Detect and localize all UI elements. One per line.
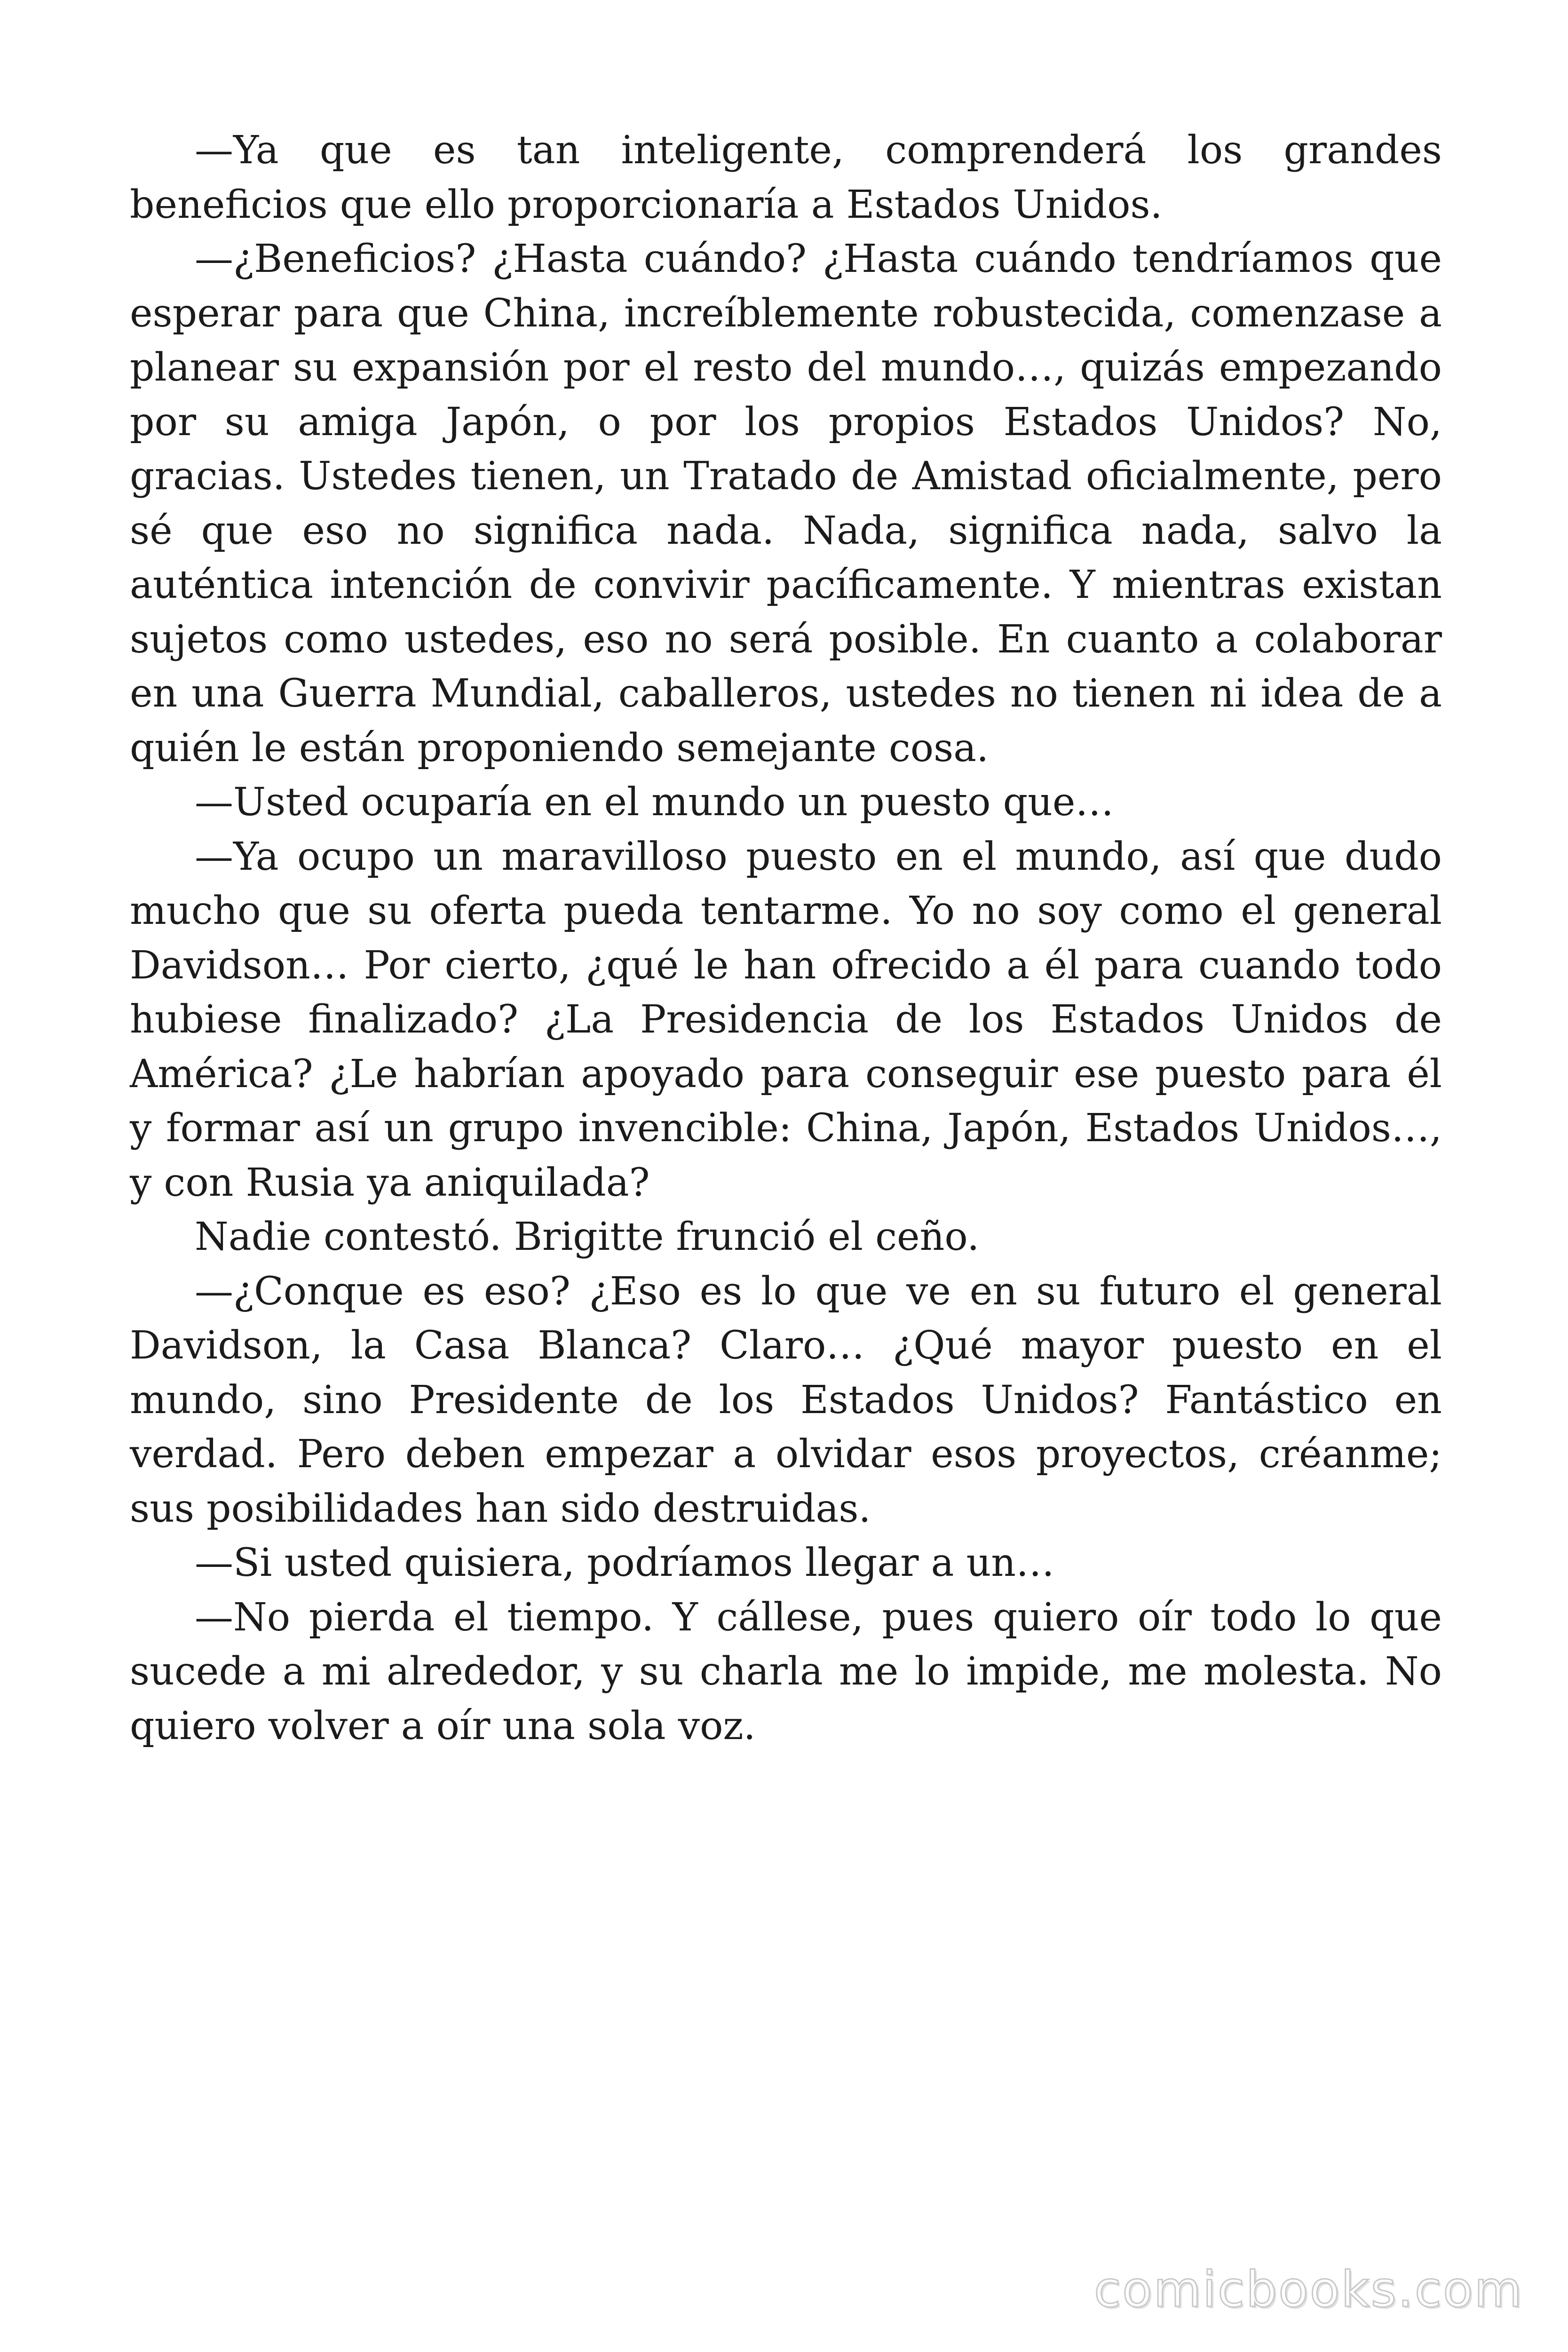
- page-body-text: [130, 123, 1442, 1753]
- paragraph-2: —¿Beneficios? ¿Hasta cuándo? ¿Hasta cuándo tendríamos que esperar para que China, increíblemente robustecida, comenzase a planear su expansión por el resto del mundo…, quizás empezando por su amiga Japón, o por los propios Estados Unidos? No, gracias. Ustedes tienen, un Tratado de Amistad oficialmente, pero sé que eso no significa nada. Nada, significa nada, salvo la auténtica intención de convivir pacíficamente. Y mientras existan sujetos como ustedes, eso no será posible. En cuanto a colaborar en una Guerra Mundial, caballeros, ustedes no tienen ni idea de a quién le están proponiendo semejante cosa.: [130, 237, 1442, 771]
- paragraph-6: —¿Conque es eso? ¿Eso es lo que ve en su futuro el general Davidson, la Casa Blanca? Claro… ¿Qué mayor puesto en el mundo, sino Presidente de los Estados Unidos? Fantástico en verdad. Pero deben empezar a olvidar esos proyectos, créanme; sus posibilidades han sido destruidas.: [130, 1269, 1442, 1531]
- paragraph-3: —Usted ocuparía en el mundo un puesto que…: [195, 780, 1114, 825]
- paragraph-7: —Si usted quisiera, podríamos llegar a un…: [195, 1541, 1055, 1585]
- paragraph-5: Nadie contestó. Brigitte frunció el ceño.: [195, 1215, 980, 1259]
- paragraph-1: —Ya que es tan inteligente, comprenderá los grandes beneficios que ello proporcionaría a Estados Unidos.: [130, 128, 1442, 227]
- paragraph-4: —Ya ocupo un maravilloso puesto en el mundo, así que dudo mucho que su oferta pueda tentarme. Yo no soy como el general Davidson… Por cierto, ¿qué le han ofrecido a él para cuando todo hubiese finalizado? ¿La Presidencia de los Estados Unidos de América? ¿Le habrían apoyado para conseguir ese puesto para él y formar así un grupo invencible: China, Japón, Estados Unidos…, y con Rusia ya aniquilada?: [130, 834, 1442, 1205]
- watermark: comicbooks.com: [1093, 2261, 1523, 2318]
- paragraph-8: —No pierda el tiempo. Y cállese, pues quiero oír todo lo que sucede a mi alrededor, y su charla me lo impide, me molesta. No quiero volver a oír una sola voz.: [130, 1595, 1442, 1748]
